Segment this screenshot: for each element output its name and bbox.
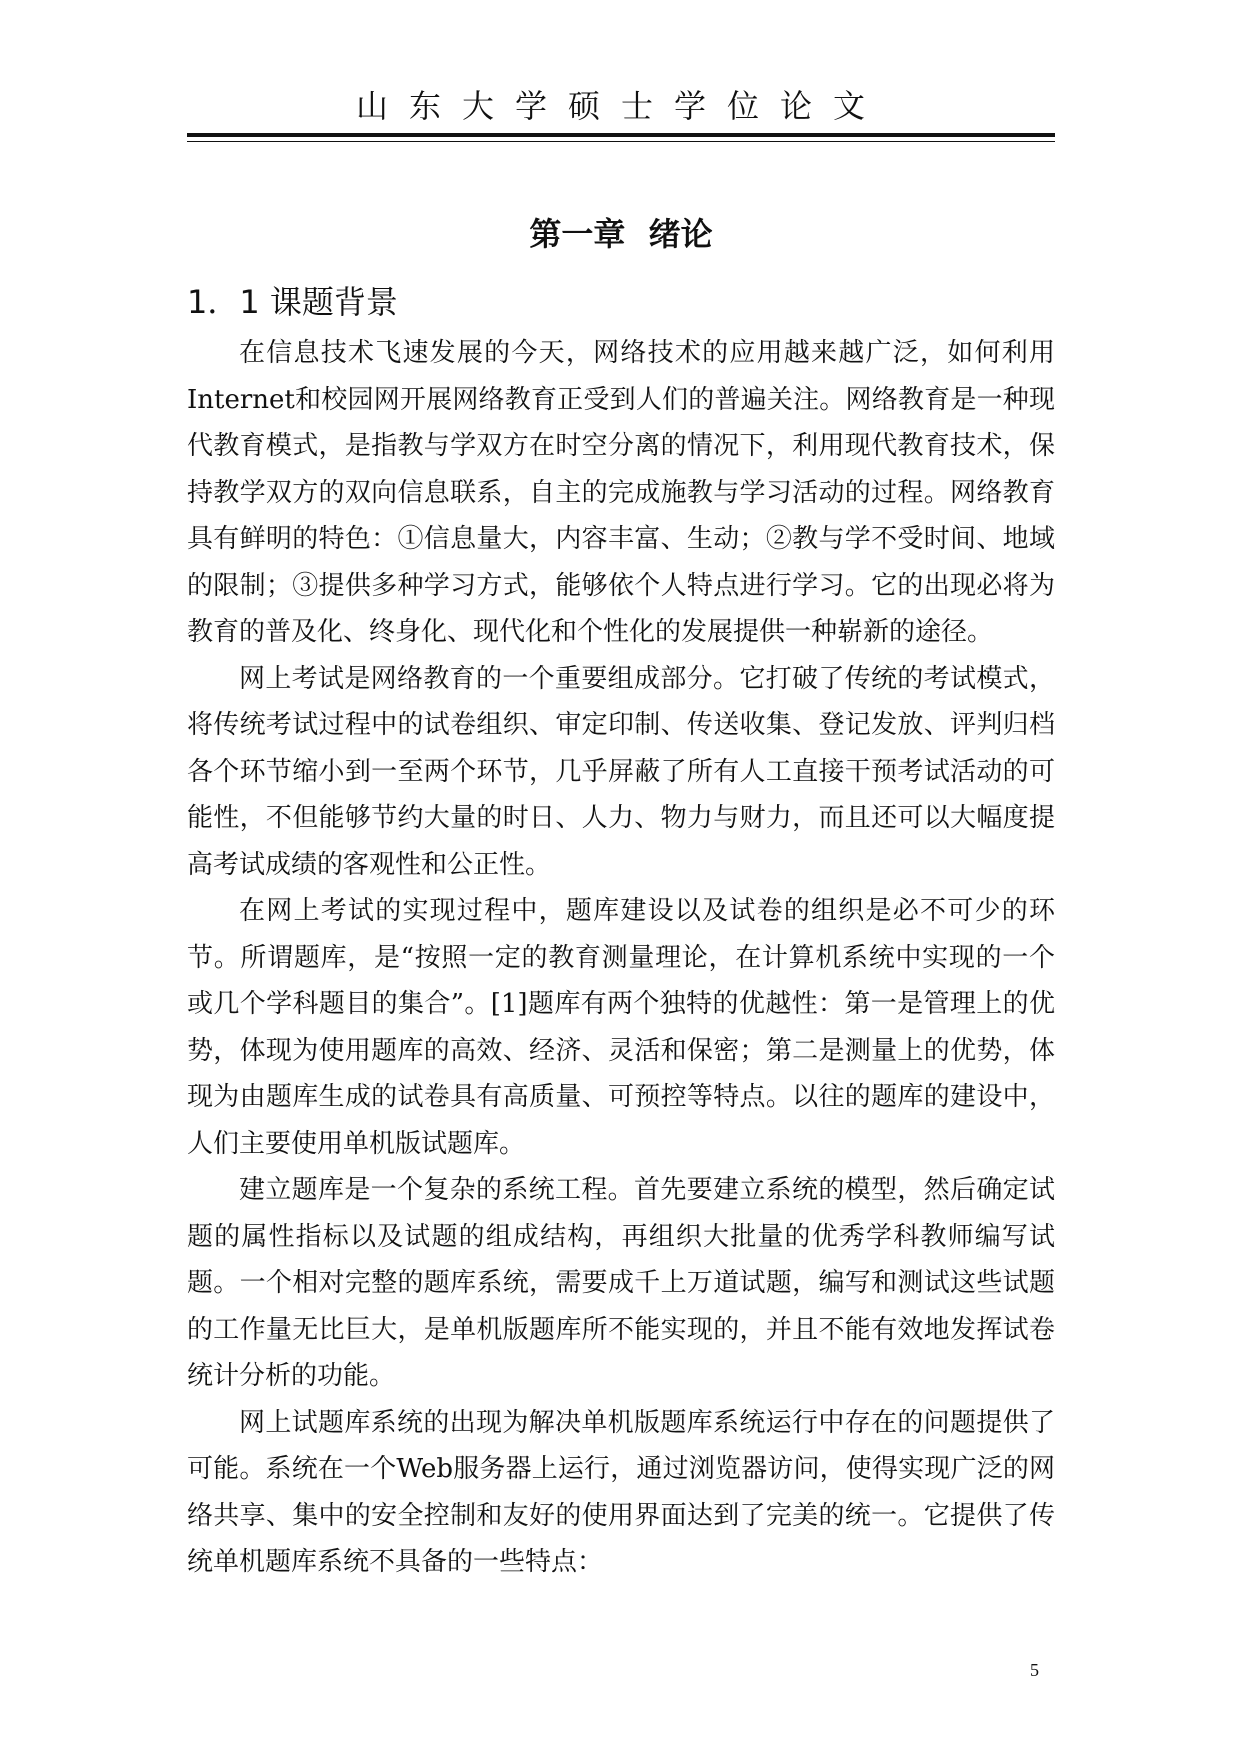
running-header: 山东大学硕士学位论文 — [355, 87, 886, 125]
page-number: 5 — [1030, 1660, 1039, 1680]
paragraph-2: 网上考试是网络教育的一个重要组成部分。它打破了传统的考试模式，将传统考试过程中的试卷组织、审定印制、传送收集、登记发放、评判归档各个环节缩小到一至两个环节，几乎屏蔽了所有人工直接干预考试活动的可能性，不但能够节约大量的时日、人力、物力与财力，而且还可以大幅度提高考试成绩的客观性和公正性。 — [187, 663, 1055, 880]
section-title: 1．1 课题背景 — [187, 283, 398, 321]
paragraph-3: 在网上考试的实现过程中，题库建设以及试卷的组织是必不可少的环节。所谓题库，是“按照一定的教育测量理论，在计算机系统中实现的一个或几个学科题目的集合”。[1]题库有两个独特的优越性：第一是管理上的优势，体现为使用题库的高效、经济、灵活和保密；第二是测量上的优势，体现为由题库生成的试卷具有高质量、可预控等特点。以往的题库的建设中，人们主要使用单机版试题库。 — [187, 896, 1055, 1159]
paragraph-4: 建立题库是一个复杂的系统工程。首先要建立系统的模型，然后确定试题的属性指标以及试题的组成结构，再组织大批量的优秀学科教师编写试题。一个相对完整的题库系统，需要成千上万道试题，编写和测试这些试题的工作量无比巨大，是单机版题库所不能实现的，并且不能有效地发挥试卷统计分析的功能。 — [187, 1175, 1055, 1391]
chapter-title: 第一章 绪论 — [529, 215, 713, 253]
paragraph-5: 网上试题库系统的出现为解决单机版题库系统运行中存在的问题提供了可能。系统在一个Web服务器上运行，通过浏览器访问，使得实现广泛的网络共享、集中的安全控制和友好的使用界面达到了完美的统一。它提供了传统单机题库系统不具备的一些特点： — [187, 1407, 1055, 1577]
paragraph-1: 在信息技术飞速发展的今天，网络技术的应用越来越广泛，如何利用Internet和校园网开展网络教育正受到人们的普遍关注。网络教育是一种现代教育模式，是指教与学双方在时空分离的情况下，利用现代教育技术，保持教学双方的双向信息联系，自主的完成施教与学习活动的过程。网络教育具有鲜明的特色：①信息量大，内容丰富、生动；②教与学不受时间、地域的限制；③提供多种学习方式，能够依个人特点进行学习。它的出现必将为教育的普及化、终身化、现代化和个性化的发展提供一种崭新的途径。 — [187, 338, 1055, 647]
body-text — [187, 330, 1055, 1586]
header-rule-thick — [187, 133, 1055, 137]
header-rule-thin — [187, 141, 1055, 142]
